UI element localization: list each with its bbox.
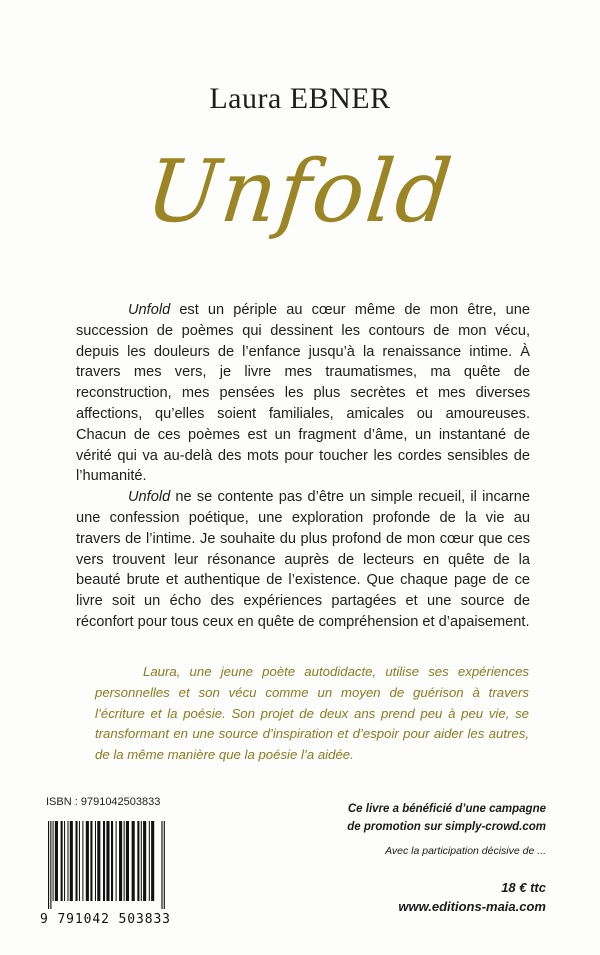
blurb-title-2: Unfold [128, 489, 171, 506]
blurb-paragraph-1 [76, 300, 530, 487]
isbn-label: ISBN : 9791042503833 [46, 796, 161, 808]
barcode-bar [126, 821, 129, 901]
barcode-bar [82, 821, 83, 901]
barcode-bar [106, 821, 109, 901]
barcode-bar [75, 821, 77, 901]
blurb-text-1: est un périple au cœur même de mon être, une succession de poèmes qui dessinent les contours de mon vécu, depuis les douleurs de l’enfance jusqu’à la renaissance intime. À travers mes vers, je livre mes traumatismes, ma quête de reconstruction, mes pensées les plus secrètes et mes diverses affections, qu’elles soient familiales, amicales ou amoureuses. Chacun de ces poèmes est un fragment d’âme, un instantané de vérité qui va au-delà des mots pour toucher les cordes sensibles de l’humanité. [76, 302, 530, 485]
barcode-bar [141, 821, 142, 901]
barcode-bar [55, 821, 58, 901]
barcode-bar [79, 821, 80, 901]
barcode-guard-bar [161, 821, 162, 909]
author-bio: Laura, une jeune poète autodidacte, utilise ses expériences personnelles et son vécu comme un moyen de guérison à travers l’écriture et la poésie. Son projet de deux ans prend peu à peu vie, se transformant en une source d’inspiration et d’espoir pour aider les autres, de la même manière que la poésie l’a aidée. [95, 664, 529, 763]
barcode-bar [111, 821, 113, 901]
barcode-guard-bar [48, 821, 49, 909]
barcode-bar [61, 821, 63, 901]
author-name: Laura EBNER [209, 82, 391, 115]
barcode-guard-bar [50, 821, 51, 909]
barcode-bar [67, 821, 68, 901]
barcode [48, 821, 166, 909]
barcode-bar [124, 821, 125, 901]
participation-note: Avec la participation décisive de ... [385, 845, 546, 857]
book-title: Unfold [141, 142, 459, 242]
blurb-text-2: ne se contente pas d’être un simple recueil, il incarne une confession poétique, une exploration profonde de la vie au travers de l’intime. Je souhaite du plus profond de mon cœur que ces vers trouvent leur résonance auprès de lecteurs en quête de la beauté brute et authentique de l’existence. Que chaque page de ce livre soit un écho des expériences partagées et une source de réconfort pour tous ceux en quête de compréhension et d’apaisement. [76, 489, 530, 630]
barcode-guard-bar [164, 821, 165, 909]
barcode-bar [95, 821, 96, 901]
barcode-bar [97, 821, 100, 901]
book-blurb [76, 300, 530, 633]
barcode-bar [119, 821, 122, 901]
barcode-bar [53, 821, 54, 901]
barcode-bar [149, 821, 150, 901]
barcode-bar [90, 821, 92, 901]
blurb-paragraph-2 [76, 487, 530, 633]
barcode-bar [151, 821, 154, 901]
barcode-digits: 9 791042 503833 [40, 912, 171, 927]
barcode-bar [143, 821, 146, 901]
barcode-bar [64, 821, 65, 901]
barcode-bar [137, 821, 139, 901]
campaign-line-1: Ce livre a bénéficié d’une campagne [347, 803, 546, 815]
price: 18 € ttc [501, 880, 546, 895]
barcode-bar [103, 821, 105, 901]
campaign-line-2: de promotion sur simply-crowd.com [347, 821, 546, 833]
barcode-bar [116, 821, 117, 901]
barcode-bar [86, 821, 89, 901]
barcode-bar [132, 821, 135, 901]
blurb-title-1: Unfold [128, 302, 171, 318]
barcode-bar [70, 821, 73, 901]
publisher-website[interactable]: www.editions-maia.com [398, 899, 546, 914]
